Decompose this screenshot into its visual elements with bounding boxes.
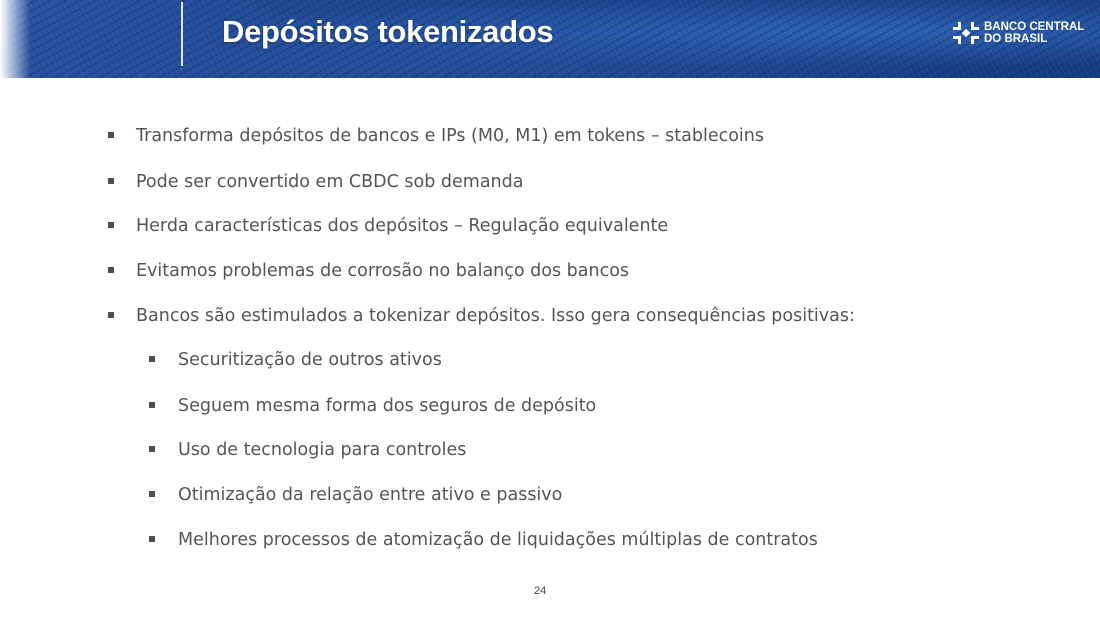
bcb-logo-icon <box>952 19 980 47</box>
bullet-marker <box>108 178 114 184</box>
header-fade <box>0 0 30 78</box>
sub-list-item: Otimização da relação entre ativo e passivo <box>178 485 563 505</box>
page-number: 24 <box>534 585 547 597</box>
bullet-marker <box>108 222 114 228</box>
list-item: Evitamos problemas de corrosão no balanço dos bancos <box>136 261 630 281</box>
logo-line2: DO BRASIL <box>984 33 1048 45</box>
bullet-marker <box>108 312 114 318</box>
sub-bullet-marker <box>149 491 155 497</box>
list-item: Transforma depósitos de bancos e IPs (M0, M1) em tokens – stablecoins <box>136 126 764 146</box>
bullet-marker <box>108 267 114 273</box>
sub-bullet-marker <box>149 536 155 542</box>
header-divider <box>181 2 183 66</box>
sub-bullet-marker <box>149 446 155 452</box>
sub-bullet-marker <box>149 356 155 362</box>
sub-list-item: Uso de tecnologia para controles <box>178 440 467 460</box>
bcb-logo <box>952 19 1085 49</box>
list-item: Herda características dos depósitos – Regulação equivalente <box>136 216 669 236</box>
logo-text <box>984 21 1084 45</box>
list-item: Pode ser convertido em CBDC sob demanda <box>136 172 524 192</box>
logo-line1: BANCO CENTRAL <box>984 21 1085 33</box>
list-item: Bancos são estimulados a tokenizar depósitos. Isso gera consequências positivas: <box>136 306 855 326</box>
sub-bullet-marker <box>149 402 155 408</box>
sub-list-item: Securitização de outros ativos <box>178 350 442 370</box>
page-title: Depósitos tokenizados <box>222 14 554 49</box>
slide-header <box>0 0 1100 78</box>
bullet-marker <box>108 132 114 138</box>
sub-list-item: Seguem mesma forma dos seguros de depósito <box>178 396 597 416</box>
sub-list-item: Melhores processos de atomização de liquidações múltiplas de contratos <box>178 530 818 550</box>
